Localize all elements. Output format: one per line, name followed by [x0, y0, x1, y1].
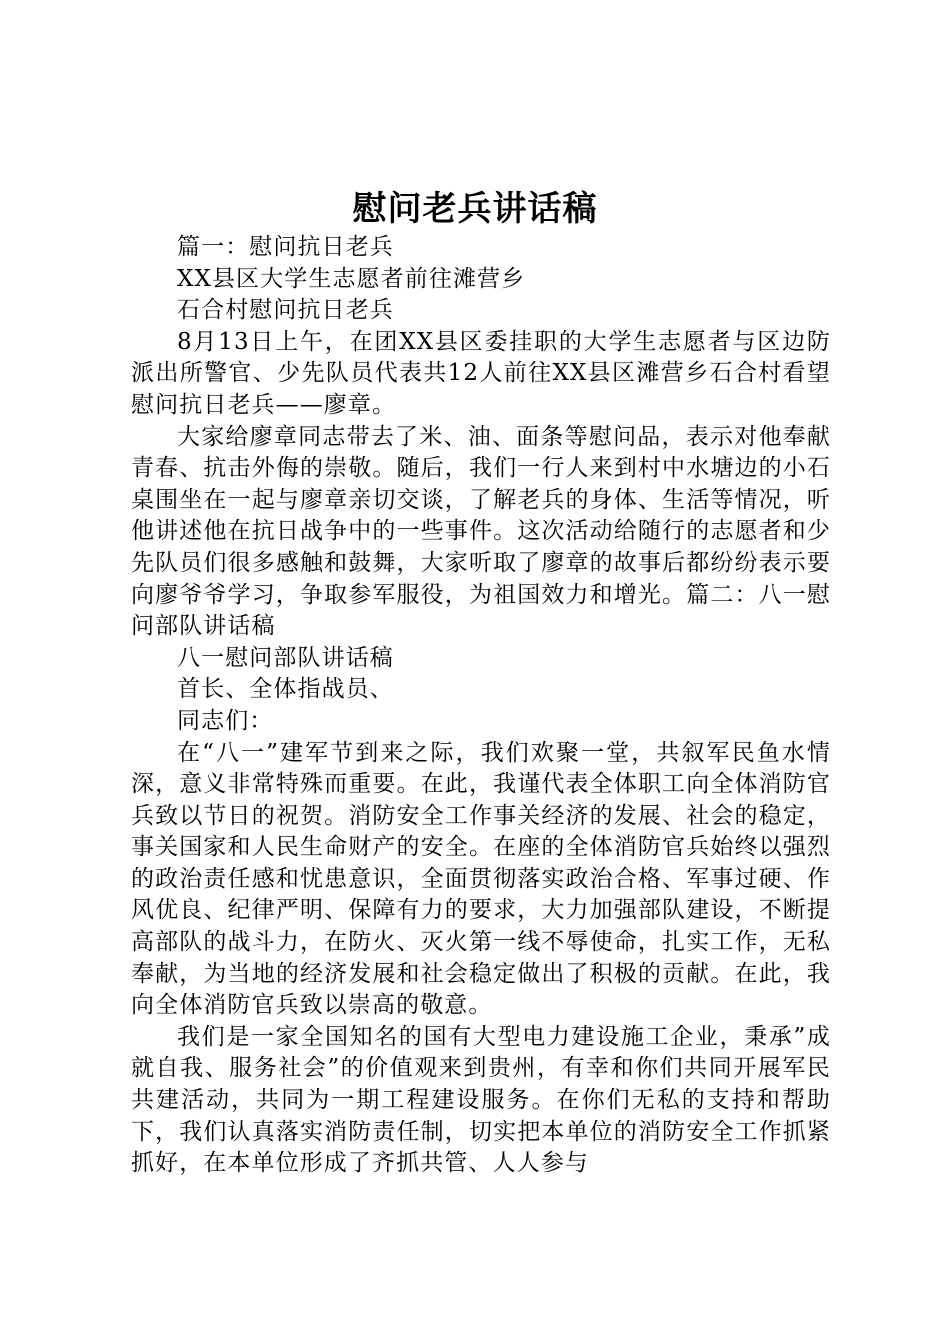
- paragraph-salutation: 同志们：: [177, 707, 274, 734]
- paragraph-body: 在“八一”建军节到来之际，我们欢聚一堂，共叙军民鱼水情深，意义非常特殊而重要。在此，我谨代表全体职工向全体消防官兵致以节日的祝贺。消防安全工作事关经济的发展、社会的稳定，事关国家和人民生命财产的安全。在座的全体消防官兵始终以强烈的政治责任感和忧患意识，全面贯彻落实政治合格、军事过硬、作风优良、纪律严明、保障有力的要求，大力加强部队建设，不断提高部队的战斗力，在防火、灭火第一线不辱使命，扎实工作，无私奉献，为当地的经济发展和社会稳定做出了积极的贡献。在此，我向全体消防官兵致以崇高的敬意。: [131, 739, 831, 1019]
- paragraph-body: 8月13日上午，在团XX县区委挂职的大学生志愿者与区边防派出所警官、少先队员代表共12人前往XX县区滩营乡石合村看望慰问抗日老兵——廖章。: [131, 328, 831, 418]
- paragraph-section-heading-1: 篇一：慰问抗日老兵: [177, 234, 394, 260]
- paragraph-body: 我们是一家全国知名的国有大型电力建设施工企业，秉承”成就自我、服务社会”的价值观来到贵州，有幸和你们共同开展军民共建活动，共同为一期工程建设服务。在你们无私的支持和帮助下，我们认真落实消防责任制，切实把本单位的消防安全工作抓紧抓好，在本单位形成了齐抓共管、人人参与: [131, 1023, 831, 1177]
- paragraph-section-heading-2: 八一慰问部队讲话稿: [177, 644, 394, 671]
- paragraph-subheading-line-2: 石合村慰问抗日老兵: [177, 297, 394, 324]
- document-body: [131, 232, 831, 1180]
- paragraph-salutation: 首长、全体指战员、: [177, 676, 394, 703]
- paragraph-subheading-line-1: XX县区大学生志愿者前往滩营乡: [177, 265, 526, 292]
- document-title: 慰问老兵讲话稿: [352, 189, 598, 229]
- paragraph-body: 大家给廖章同志带去了米、油、面条等慰问品，表示对他奉献青春、抗击外侮的崇敬。随后，我们一行人来到村中水塘边的小石桌围坐在一起与廖章亲切交谈，了解老兵的身体、生活等情况，听他讲述他在抗日战争中的一些事件。这次活动给随行的志愿者和少先队员们很多感触和鼓舞，大家听取了廖章的故事后都纷纷表示要向廖爷爷学习，争取参军服役，为祖国效力和增光。篇二：八一慰问部队讲话稿: [131, 423, 831, 640]
